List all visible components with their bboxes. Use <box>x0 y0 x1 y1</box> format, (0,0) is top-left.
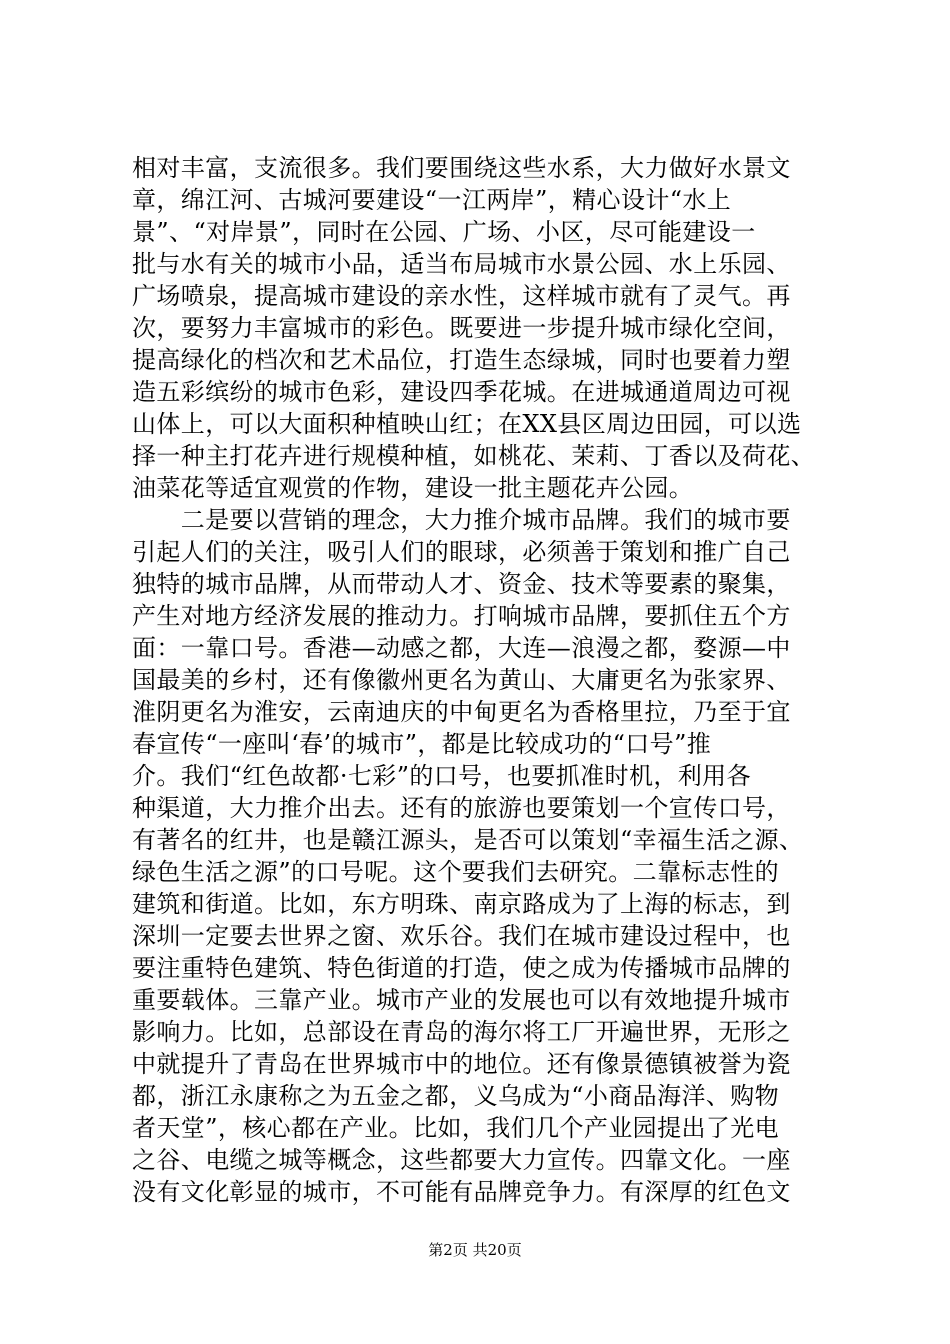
text-line: 种渠道，大力推介出去。还有的旅游也要策划一个宣传口号， <box>132 794 791 822</box>
text-line: 国最美的乡村，还有像徽州更名为黄山、大庸更名为张家界、 <box>132 666 791 694</box>
text-line: 重要载体。三靠产业。城市产业的发展也可以有效地提升城市 <box>132 986 791 1014</box>
text-line: 择一种主打花卉进行规模种植，如桃花、茉莉、丁香以及荷花、 <box>132 442 816 470</box>
text-line: 淮阴更名为淮安，云南迪庆的中甸更名为香格里拉，乃至于宜 <box>132 698 791 726</box>
body-text <box>132 152 822 1208</box>
text-line: 批与水有关的城市小品，适当布局城市水景公园、水上乐园、 <box>132 250 791 278</box>
text-line: 有著名的红井，也是赣江源头，是否可以策划“幸福生活之源、 <box>132 826 804 854</box>
text-line: 之谷、电缆之城等概念，这些都要大力宣传。四靠文化。一座 <box>132 1146 791 1174</box>
text-line: 油菜花等适宜观赏的作物，建设一批主题花卉公园。 <box>132 474 694 502</box>
text-line: 广场喷泉，提高城市建设的亲水性，这样城市就有了灵气。再 <box>132 282 791 310</box>
text-line: 引起人们的关注，吸引人们的眼球，必须善于策划和推广自己 <box>132 538 791 566</box>
text-line: 面：一靠口号。香港—动感之都，大连—浪漫之都，婺源—中 <box>132 634 791 662</box>
text-line: 介。我们“红色故都·七彩”的口号，也要抓准时机，利用各 <box>132 762 751 790</box>
text-line: 者天堂”，核心都在产业。比如，我们几个产业园提出了光电 <box>132 1114 780 1142</box>
text-line: 景”、“对岸景”，同时在公园、广场、小区，尽可能建设一 <box>132 218 756 246</box>
text-line: 章，绵江河、古城河要建设“一江两岸”，精心设计“水上 <box>132 186 732 214</box>
text-line: 独特的城市品牌，从而带动人才、资金、技术等要素的聚集， <box>132 570 791 598</box>
paragraph-start-line: 二是要以营销的理念，大力推介城市品牌。我们的城市要 <box>132 506 791 534</box>
text-line: 要注重特色建筑、特色街道的打造，使之成为传播城市品牌的 <box>132 954 791 982</box>
text-line: 中就提升了青岛在世界城市中的地位。还有像景德镇被誉为瓷 <box>132 1050 791 1078</box>
text-line: 没有文化彰显的城市，不可能有品牌竞争力。有深厚的红色文 <box>132 1178 791 1206</box>
page-number-footer: 第2页 共20页 <box>428 1241 522 1259</box>
text-line: 相对丰富，支流很多。我们要围绕这些水系，大力做好水景文 <box>132 154 791 182</box>
text-line: 都，浙江永康称之为五金之都，义乌成为“小商品海洋、购物 <box>132 1082 780 1110</box>
text-line: 深圳一定要去世界之窗、欢乐谷。我们在城市建设过程中，也 <box>132 922 791 950</box>
text-line: 春宣传“一座叫‘春’的城市”，都是比较成功的“口号”推 <box>132 730 712 758</box>
text-line: 次，要努力丰富城市的彩色。既要进一步提升城市绿化空间， <box>132 314 791 342</box>
text-line: 建筑和街道。比如，东方明珠、南京路成为了上海的标志，到 <box>132 890 791 918</box>
text-line: 造五彩缤纷的城市色彩，建设四季花城。在进城通道周边可视 <box>132 378 791 406</box>
text-line: 绿色生活之源”的口号呢。这个要我们去研究。二靠标志性的 <box>132 858 780 886</box>
text-line: 提高绿化的档次和艺术品位，打造生态绿城，同时也要着力塑 <box>132 346 791 374</box>
text-line: 产生对地方经济发展的推动力。打响城市品牌，要抓住五个方 <box>132 602 791 630</box>
text-line: 山体上，可以大面积种植映山红；在XX县区周边田园，可以选 <box>132 410 802 438</box>
text-line: 影响力。比如，总部设在青岛的海尔将工厂开遍世界，无形之 <box>132 1018 791 1046</box>
